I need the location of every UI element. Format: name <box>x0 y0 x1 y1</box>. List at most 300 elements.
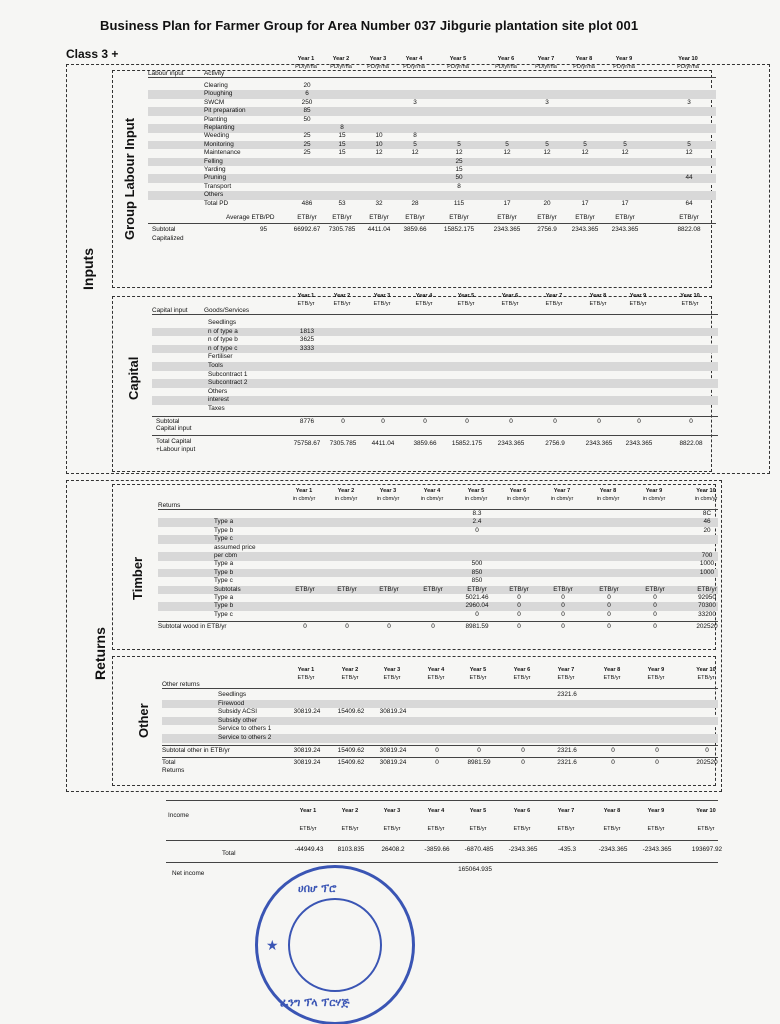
table-row <box>158 577 718 586</box>
year-header: Year 7 <box>557 808 575 814</box>
row-label: Total PD <box>204 199 229 207</box>
year-header: Year 10 <box>696 488 716 494</box>
subtotal-value: 15852.175 <box>443 226 475 233</box>
unit-header: PD/yr/ha <box>495 64 517 70</box>
inputs-section-label: Inputs <box>80 248 96 290</box>
row-value: 50 <box>455 174 463 182</box>
unit-header: ETB/yr <box>697 826 715 832</box>
income-top-rule <box>166 800 718 801</box>
subtotal-value: 0 <box>387 623 391 631</box>
total-value: 2343.365 <box>625 439 653 447</box>
total-value: 8822.08 <box>679 439 703 447</box>
row-value: 30819.24 <box>379 708 407 716</box>
row-label: Replanting <box>204 124 235 131</box>
subtotal-value: 0 <box>465 417 469 425</box>
total-value: 15409.62 <box>337 758 365 766</box>
unit-header: ETB/yr <box>383 826 401 832</box>
row-value: 50 <box>303 115 311 123</box>
row-value: 5 <box>545 140 549 148</box>
row-value: 25 <box>455 157 463 165</box>
row-value: 8 <box>413 132 417 140</box>
subtotal-value: 0 <box>689 417 693 425</box>
income-total-value: 193697.92 <box>691 846 723 853</box>
total-value: 3859.66 <box>413 439 437 447</box>
average-unit: ETB/yr <box>575 214 595 221</box>
official-stamp <box>255 865 415 1024</box>
year-header: Year 2 <box>341 808 359 814</box>
table-row <box>158 569 718 578</box>
row-value: 15 <box>338 132 346 140</box>
row-value: 0 <box>475 610 479 618</box>
unit-header: in cbm/yr <box>376 496 400 502</box>
unit-header: ETB/yr <box>501 301 519 307</box>
row-value: 0 <box>517 602 521 610</box>
star-icon: ★ <box>266 938 279 954</box>
unit-header: ETB/yr <box>297 301 315 307</box>
subtotal-value: 15409.62 <box>337 746 365 754</box>
row-value: 0 <box>475 526 479 534</box>
year-header: Year 1 <box>299 808 317 814</box>
row-label: Yarding <box>204 166 226 173</box>
row-value: 15 <box>338 140 346 148</box>
subtotal-value: 0 <box>561 623 565 631</box>
header-rule <box>152 314 718 315</box>
row-value: 5 <box>623 140 627 148</box>
row-value: 2960.04 <box>465 602 489 610</box>
unit-header: ETB/yr <box>297 675 315 681</box>
row-value: 30819.24 <box>293 708 321 716</box>
total-value: 2756.9 <box>545 439 565 447</box>
unit-header: in cbm/yr <box>642 496 666 502</box>
unit-header: in cbm/yr <box>550 496 574 502</box>
year-header: Year 2 <box>341 667 359 673</box>
unit-header: ETB/yr <box>557 675 575 681</box>
table-header-left: Returns <box>158 502 181 509</box>
table-row <box>158 535 718 544</box>
row-value: 12 <box>543 149 551 157</box>
table-row <box>162 717 718 726</box>
year-header: Year 4 <box>427 808 445 814</box>
income-total-value: -6870.485 <box>464 846 494 853</box>
total-label: Total Capital <box>156 437 192 445</box>
subtotal-rule <box>158 621 718 622</box>
income-label: Income <box>168 812 189 819</box>
subtotal-value: 0 <box>303 623 307 631</box>
subtotal-value: 0 <box>517 623 521 631</box>
row-value: 8.3 <box>472 510 482 517</box>
subtotal-value: 0 <box>637 417 641 425</box>
year-header: Year 5 <box>449 56 467 62</box>
table-row <box>158 544 718 553</box>
year-header: Year 3 <box>373 293 391 299</box>
row-value: 70300 <box>698 602 716 610</box>
row-label: Planting <box>204 115 228 123</box>
average-unit: ETB/yr <box>405 214 425 221</box>
year-header: Year 9 <box>645 488 663 494</box>
table-row <box>152 345 718 354</box>
row-label: Pit preparation <box>204 107 246 115</box>
subtotal-value: 7305.785 <box>328 226 356 233</box>
subtotal-value: 2343.365 <box>493 226 521 233</box>
row-label: Type c <box>214 610 233 618</box>
row-value: 1000 <box>699 560 715 568</box>
income-total-value: -3859.66 <box>424 846 450 853</box>
average-label: Average ETB/PD <box>226 214 275 221</box>
unit-header: ETB/yr <box>469 826 487 832</box>
table-header-activity: Activity <box>204 70 225 77</box>
row-value: 12 <box>621 149 629 157</box>
income-table <box>166 800 723 880</box>
row-value: 53 <box>338 199 346 207</box>
row-label: Type a <box>214 518 234 526</box>
table-header-left: Capital input <box>152 307 188 314</box>
row-value: 3 <box>687 98 691 106</box>
timber-table <box>158 484 718 650</box>
unit-header: ETB/yr <box>557 826 575 832</box>
total-value: 15852.175 <box>451 439 483 447</box>
subtotal-rule <box>162 745 718 746</box>
capital-table <box>152 287 718 472</box>
stamp-bottom-text: ፈንግ ፕላ ፕርሃጅ <box>280 996 350 1009</box>
row-label: n of type c <box>208 344 238 352</box>
other-section-label: Other <box>136 703 151 738</box>
row-label: Felling <box>204 157 223 165</box>
row-label: Transport <box>204 182 232 190</box>
total-value: 30819.24 <box>293 758 321 766</box>
year-header: Year 3 <box>383 808 401 814</box>
income-total-value: -44949.43 <box>294 846 324 853</box>
row-value: 1813 <box>299 327 315 335</box>
row-label: Type b <box>214 526 234 534</box>
year-header: Year 8 <box>589 293 607 299</box>
row-value: ETB/yr <box>379 585 399 593</box>
row-value: 250 <box>301 98 313 106</box>
row-label: interest <box>208 396 229 404</box>
total-label: Total <box>162 758 176 766</box>
table-row <box>148 174 716 183</box>
row-value: 12 <box>503 149 511 157</box>
row-label: Seedlings <box>208 319 237 326</box>
year-header: Year 7 <box>553 488 571 494</box>
row-value: 6 <box>305 90 309 98</box>
row-value: 3625 <box>299 336 315 344</box>
subtotal-value: 0 <box>431 623 435 631</box>
row-value: 0 <box>561 594 565 601</box>
table-row <box>148 166 716 175</box>
table-row <box>162 734 718 743</box>
row-label: Others <box>204 191 224 199</box>
row-label: n of type a <box>208 327 238 335</box>
table-row <box>152 379 718 388</box>
row-value: 486 <box>301 199 313 207</box>
total-value: 0 <box>611 758 615 766</box>
row-label: Type a <box>214 560 234 568</box>
unit-header: PD/yr/ha <box>330 64 352 70</box>
year-header: Year 2 <box>333 293 351 299</box>
subtotal-value: 0 <box>521 746 525 754</box>
table-row <box>148 141 716 150</box>
row-value: 15409.62 <box>337 708 365 716</box>
year-header: Year 8 <box>603 667 621 673</box>
unit-header: ETB/yr <box>629 301 647 307</box>
table-row <box>162 700 718 709</box>
row-value: 20 <box>303 82 311 89</box>
year-header: Year 7 <box>537 56 555 62</box>
subtotal-rate: 95 <box>260 226 268 233</box>
subtotal-value: 0 <box>477 746 481 754</box>
table-row <box>152 396 718 405</box>
row-value: 85 <box>303 107 311 115</box>
average-unit: ETB/yr <box>332 214 352 221</box>
row-value: 33200 <box>698 610 716 618</box>
subtotal-rule <box>148 223 716 224</box>
unit-header: ETB/yr <box>589 301 607 307</box>
row-value: 0 <box>517 610 521 618</box>
unit-header: in cbm/yr <box>506 496 530 502</box>
table-row <box>158 602 718 611</box>
class-label: Class 3 + <box>66 47 119 61</box>
table-row <box>148 191 716 200</box>
row-value: ETB/yr <box>599 585 619 593</box>
row-label: Service to others 2 <box>218 734 272 741</box>
subtotal-value: 0 <box>509 417 513 425</box>
year-header: Year 6 <box>513 667 531 673</box>
row-value: 10 <box>375 140 383 148</box>
year-header: Year 4 <box>427 667 445 673</box>
row-value: 20 <box>543 199 551 207</box>
table-row <box>158 586 718 595</box>
stamp-top-text: ሀበሆ ፕሮ <box>298 882 337 895</box>
subtotal-value: 8981.59 <box>465 623 489 631</box>
average-unit: ETB/yr <box>449 214 469 221</box>
table-row <box>148 124 716 133</box>
row-value: 2321.6 <box>557 691 577 698</box>
average-unit: ETB/yr <box>679 214 699 221</box>
subtotal-value: 202520 <box>696 623 718 631</box>
row-value: 0 <box>607 602 611 610</box>
row-label: SWCM <box>204 98 225 106</box>
row-value: 64 <box>685 199 693 207</box>
year-header: Year 2 <box>337 488 355 494</box>
row-value: 1000 <box>699 568 715 576</box>
table-row <box>152 336 718 345</box>
row-value: 115 <box>453 199 465 207</box>
unit-header: ETB/yr <box>333 301 351 307</box>
year-header: Year 10 <box>696 808 716 814</box>
row-value: 12 <box>411 149 419 157</box>
row-label: Others <box>208 387 228 395</box>
row-value: 12 <box>685 149 693 157</box>
row-value: 46 <box>703 518 711 526</box>
row-value: 3 <box>545 98 549 106</box>
table-header-left: Other returns <box>162 681 200 688</box>
total-rule <box>162 757 718 758</box>
year-header: Year 10 <box>680 293 700 299</box>
table-row <box>158 594 718 603</box>
unit-header: ETB/yr <box>469 675 487 681</box>
subtotal-label-2: Capital input <box>156 424 192 432</box>
row-value: 0 <box>517 594 521 601</box>
income-bottom-rule <box>166 862 718 863</box>
row-value: ETB/yr <box>645 585 665 593</box>
subtotal-value: 0 <box>381 417 385 425</box>
unit-header: ETB/yr <box>513 826 531 832</box>
unit-header: ETB/yr <box>681 301 699 307</box>
row-value: 15 <box>455 166 463 173</box>
row-value: 10 <box>375 132 383 140</box>
row-value: 850 <box>471 577 483 585</box>
table-row <box>158 510 718 519</box>
row-value: 0 <box>653 602 657 610</box>
unit-header: in cbm/yr <box>292 496 316 502</box>
unit-header: PD/yr/ha <box>677 64 699 70</box>
subtotal-value: 8776 <box>299 417 315 425</box>
subtotal-label: Subtotal <box>156 417 180 425</box>
income-total-label: Total <box>222 850 236 857</box>
total-value: 4411.04 <box>371 439 395 447</box>
table-row <box>148 132 716 141</box>
subtotal-value: 0 <box>705 746 709 754</box>
row-value: 15 <box>338 149 346 157</box>
unit-header: ETB/yr <box>697 675 715 681</box>
row-value: 20 <box>703 526 711 534</box>
row-value: 8C <box>702 510 712 517</box>
row-value: 17 <box>581 199 589 207</box>
unit-header: ETB/yr <box>427 675 445 681</box>
table-row <box>148 90 716 99</box>
subtotal-value: 2343.365 <box>611 226 639 233</box>
subtotal-value: 66992.67 <box>293 226 321 233</box>
table-row <box>152 328 718 337</box>
total-value: 2343.365 <box>585 439 613 447</box>
year-header: Year 8 <box>575 56 593 62</box>
total-value: 0 <box>521 758 525 766</box>
year-header: Year 7 <box>557 667 575 673</box>
subtotal-value: 2343.365 <box>571 226 599 233</box>
row-value: 25 <box>303 149 311 157</box>
subtotal-value: 2756.9 <box>537 226 557 233</box>
subtotal-rule <box>152 416 718 417</box>
table-row <box>158 552 718 561</box>
unit-header: ETB/yr <box>603 675 621 681</box>
subtotal-value: 3859.66 <box>403 226 427 233</box>
year-header: Year 5 <box>467 488 485 494</box>
row-label: Type b <box>214 602 234 610</box>
year-header: Year 5 <box>457 293 475 299</box>
table-row <box>162 691 718 700</box>
unit-header: ETB/yr <box>299 826 317 832</box>
year-header: Year 10 <box>696 667 716 673</box>
row-label: Tools <box>208 362 223 369</box>
total-label-2: Returns <box>162 766 185 774</box>
table-row <box>158 527 718 536</box>
row-value: ETB/yr <box>697 585 717 593</box>
table-row <box>148 200 716 209</box>
row-value: 3 <box>413 98 417 106</box>
table-row <box>158 611 718 620</box>
table-row <box>152 405 718 414</box>
subtotal-label: Subtotal <box>152 226 176 233</box>
unit-header: PD/yr/ha <box>367 64 389 70</box>
year-header: Year 4 <box>423 488 441 494</box>
row-label: Firewood <box>218 699 245 707</box>
average-unit: ETB/yr <box>537 214 557 221</box>
unit-header: PD/yr/ha <box>295 64 317 70</box>
row-value: 92950 <box>698 594 716 601</box>
year-header: Year 1 <box>297 56 315 62</box>
row-value: 2.4 <box>472 518 482 526</box>
row-value: 5 <box>583 140 587 148</box>
row-value: 25 <box>303 140 311 148</box>
total-value: 8981.59 <box>467 758 491 766</box>
year-header: Year 9 <box>647 667 665 673</box>
row-value: 44 <box>685 174 693 182</box>
subtotal-value: 0 <box>655 746 659 754</box>
subtotal-value: 2321.6 <box>557 746 577 754</box>
subtotal-value: 8822.08 <box>677 226 701 233</box>
year-header: Year 1 <box>297 293 315 299</box>
year-header: Year 6 <box>501 293 519 299</box>
row-label: Monitoring <box>204 140 234 148</box>
year-header: Year 4 <box>415 293 433 299</box>
row-label: Clearing <box>204 82 228 89</box>
labour-table <box>148 56 716 276</box>
row-label: Type a <box>214 594 234 601</box>
subtotal-value: 0 <box>653 623 657 631</box>
table-row <box>148 99 716 108</box>
unit-header: in cbm/yr <box>694 496 718 502</box>
year-header: Year 8 <box>599 488 617 494</box>
row-value: ETB/yr <box>337 585 357 593</box>
subtotal-value: 30819.24 <box>379 746 407 754</box>
year-header: Year 5 <box>469 667 487 673</box>
year-header: Year 4 <box>405 56 423 62</box>
year-header: Year 3 <box>383 667 401 673</box>
subtotal-label: Subtotal wood in ETB/yr <box>158 623 227 631</box>
average-unit: ETB/yr <box>369 214 389 221</box>
average-unit: ETB/yr <box>615 214 635 221</box>
row-value: 17 <box>621 199 629 207</box>
row-label: Service to others 1 <box>218 725 272 733</box>
unit-header: ETB/yr <box>415 301 433 307</box>
row-label: n of type b <box>208 336 238 344</box>
row-label: assumed price <box>214 543 256 551</box>
row-value: ETB/yr <box>509 585 529 593</box>
row-value: ETB/yr <box>295 585 315 593</box>
row-value: ETB/yr <box>467 585 487 593</box>
total-value: 0 <box>655 758 659 766</box>
subtotal-value: 0 <box>607 623 611 631</box>
row-value: 8 <box>340 124 344 131</box>
row-value: ETB/yr <box>423 585 443 593</box>
unit-header: in cbm/yr <box>420 496 444 502</box>
total-value: 202520 <box>696 758 718 766</box>
row-label: Type b <box>214 568 234 576</box>
row-label: Pruning <box>204 174 227 182</box>
year-header: Year 9 <box>629 293 647 299</box>
table-header-left: Labour input <box>148 70 184 77</box>
subtotal-value: 4411.04 <box>367 226 391 233</box>
unit-header: ETB/yr <box>457 301 475 307</box>
row-value: 500 <box>471 560 483 568</box>
row-value: 17 <box>503 199 511 207</box>
year-header: Year 6 <box>497 56 515 62</box>
subtotal-value: 0 <box>435 746 439 754</box>
unit-header: in cbm/yr <box>464 496 488 502</box>
row-value: 0 <box>653 610 657 618</box>
table-row <box>152 388 718 397</box>
row-label: Weeding <box>204 132 230 140</box>
